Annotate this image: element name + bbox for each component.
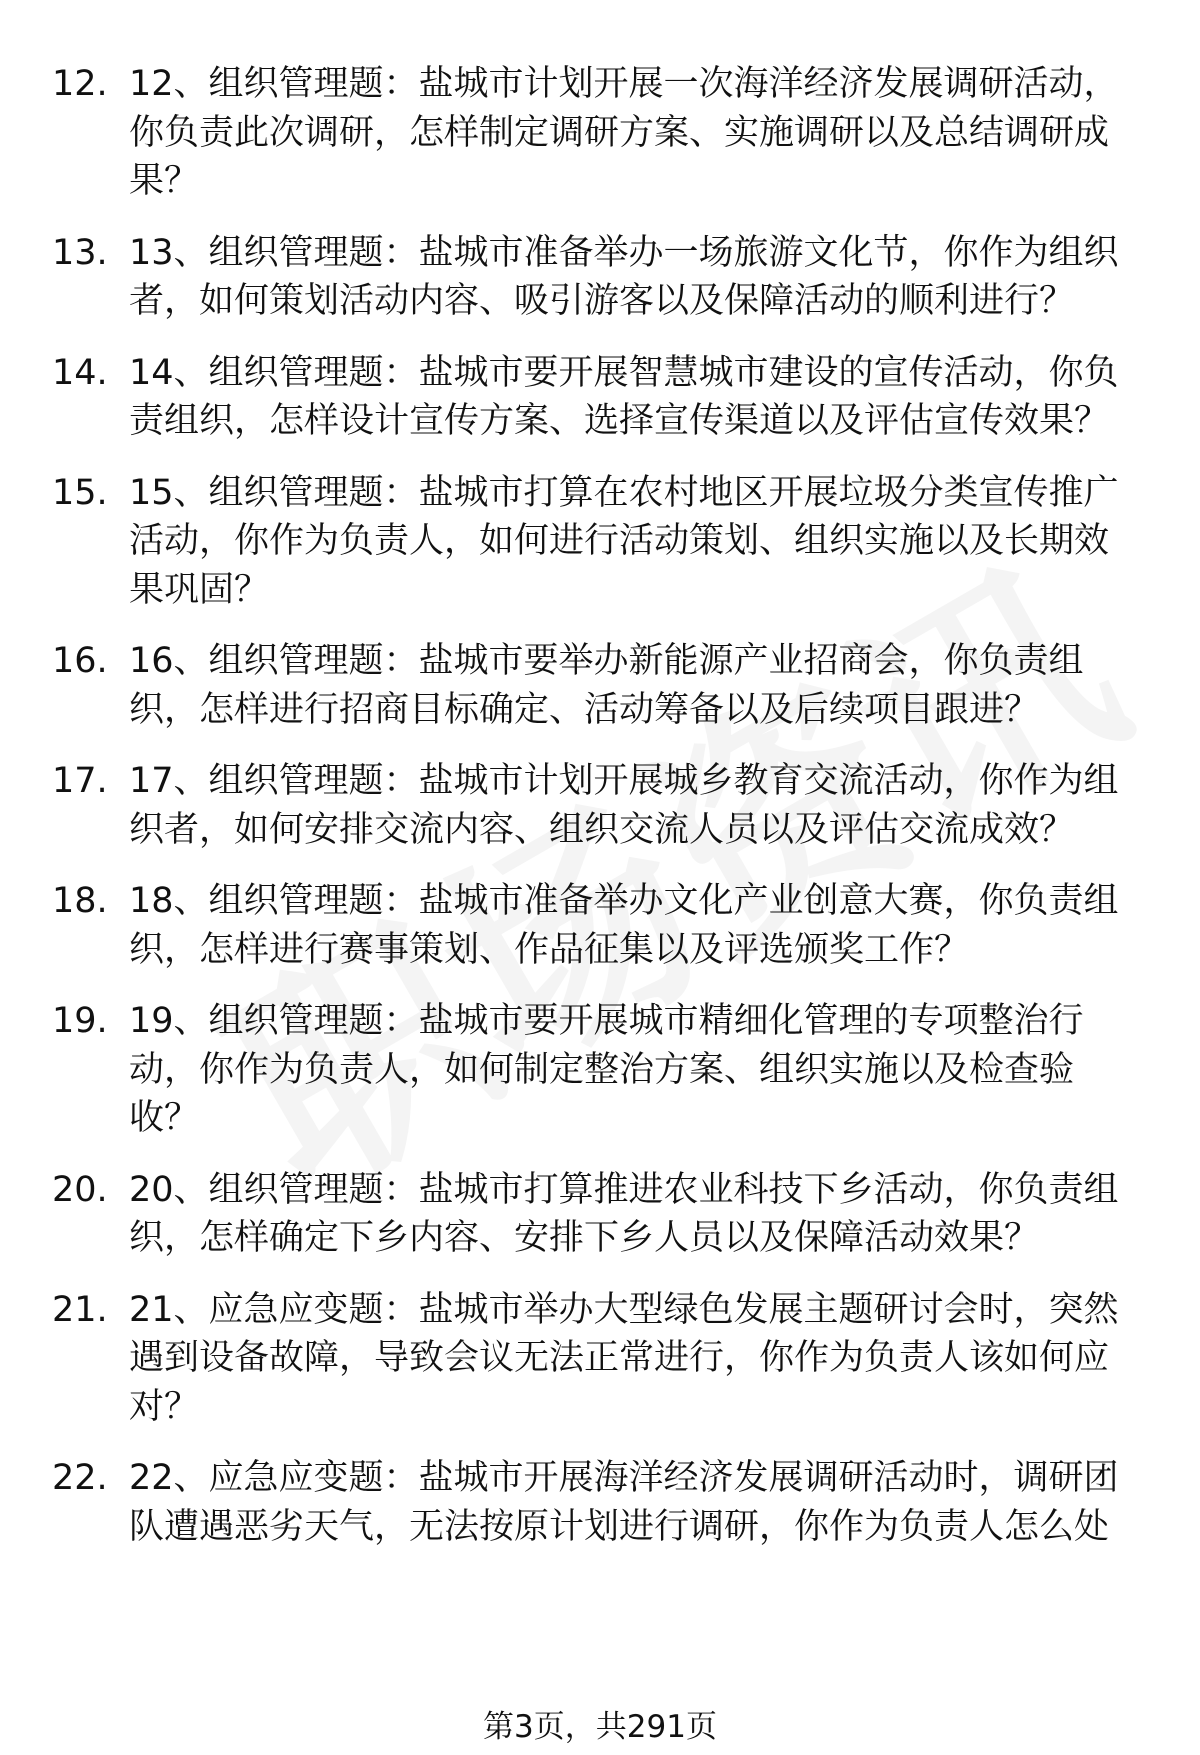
list-item — [52, 637, 1152, 734]
item-text: 14、组织管理题：盐城市要开展智慧城市建设的宣传活动，你负责组织，怎样设计宣传方案、选择宣传渠道以及评估宣传效果？ — [129, 352, 1119, 441]
item-number: 18. — [52, 881, 108, 921]
item-number: 15. — [52, 472, 108, 513]
item-number: 14. — [52, 352, 108, 393]
item-text: 17、组织管理题：盐城市计划开展城乡教育交流活动，你作为组织者，如何安排交流内容、组织交流人员以及评估交流成效？ — [129, 761, 1119, 850]
item-number: 16. — [52, 641, 108, 681]
item-number: 21. — [52, 1289, 108, 1330]
item-text: 22、应急应变题：盐城市开展海洋经济发展调研活动时，调研团队遭遇恶劣天气，无法按原计划进行调研，你作为负责人怎么处 — [129, 1458, 1119, 1547]
item-text: 18、组织管理题：盐城市准备举办文化产业创意大赛，你负责组织，怎样进行赛事策划、作品征集以及评选颁奖工作？ — [129, 881, 1119, 970]
item-text: 21、应急应变题：盐城市举办大型绿色发展主题研讨会时，突然遇到设备故障，导致会议无法正常进行，你作为负责人该如何应对？ — [129, 1289, 1119, 1427]
list-item — [52, 469, 1152, 615]
list-item — [52, 60, 1152, 206]
question-list — [52, 60, 1152, 1574]
item-number: 12. — [52, 64, 108, 104]
list-item — [52, 877, 1152, 974]
item-number: 20. — [52, 1169, 108, 1210]
list-item — [52, 1454, 1152, 1551]
item-text: 12、组织管理题：盐城市计划开展一次海洋经济发展调研活动，你负责此次调研，怎样制定调研方案、实施调研以及总结调研成果？ — [129, 64, 1119, 201]
item-text: 16、组织管理题：盐城市要举办新能源产业招商会，你负责组织，怎样进行招商目标确定、活动筹备以及后续项目跟进？ — [129, 641, 1084, 730]
item-text: 13、组织管理题：盐城市准备举办一场旅游文化节，你作为组织者，如何策划活动内容、吸引游客以及保障活动的顺利进行？ — [129, 232, 1119, 321]
item-number: 19. — [52, 1001, 108, 1041]
list-item — [52, 1286, 1152, 1432]
list-item — [52, 349, 1152, 446]
list-item — [52, 997, 1152, 1143]
page-footer: 第3页，共291页 — [483, 1709, 717, 1745]
item-number: 13. — [52, 232, 108, 273]
item-text: 15、组织管理题：盐城市打算在农村地区开展垃圾分类宣传推广活动，你作为负责人，如何进行活动策划、组织实施以及长期效果巩固？ — [129, 472, 1119, 610]
item-number: 17. — [52, 761, 108, 801]
list-item — [52, 229, 1152, 326]
item-text: 19、组织管理题：盐城市要开展城市精细化管理的专项整治行动，你作为负责人，如何制定整治方案、组织实施以及检查验收？ — [129, 1001, 1084, 1138]
item-text: 20、组织管理题：盐城市打算推进农业科技下乡活动，你负责组织，怎样确定下乡内容、安排下乡人员以及保障活动效果？ — [129, 1169, 1119, 1258]
item-number: 22. — [52, 1458, 108, 1498]
list-item — [52, 1166, 1152, 1263]
list-item — [52, 757, 1152, 854]
